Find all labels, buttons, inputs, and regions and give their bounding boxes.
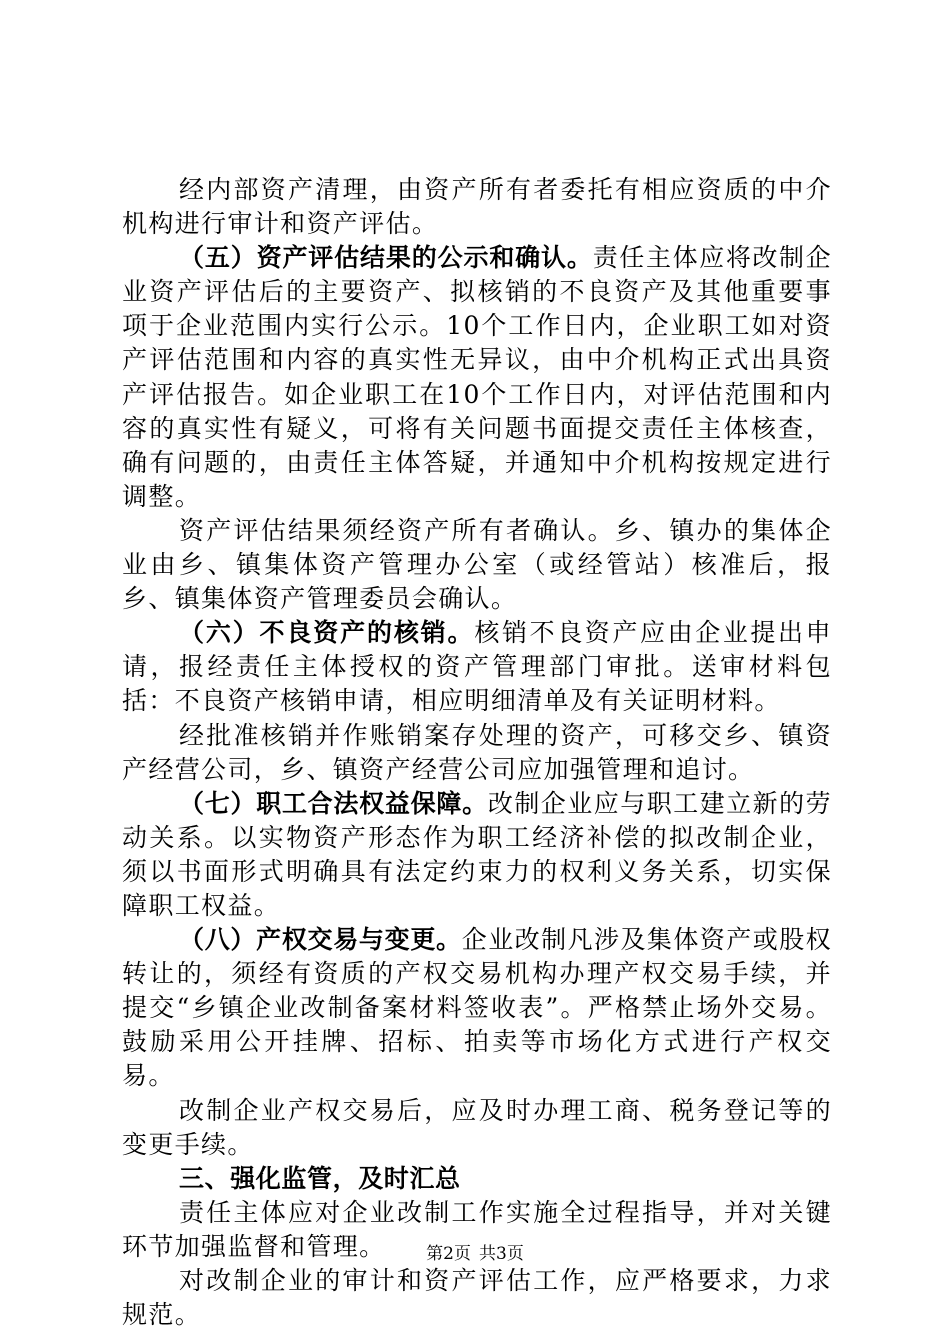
paragraph-audit-requirements [122,1264,832,1332]
page-number-current: 第2页 [426,1244,471,1264]
paragraph-text: 核销不良资产应由企业提出申请，报经责任主体授权的资产管理部门审批。送审材料包括：不良资产核销申请，相应明细清单及有关证明材料。 [122,618,832,716]
paragraph-text: 改制企业产权交易后，应及时办理工商、税务登记等的变更手续。 [122,1095,832,1159]
paragraph-text: 责任主体应对企业改制工作实施全过程指导，并对关键环节加强监督和管理。 [122,1197,832,1261]
paragraph-text: 对改制企业的审计和资产评估工作，应严格要求，力求规范。 [122,1266,832,1330]
paragraph-text: 责任主体应将改制企业资产评估后的主要资产、拟核销的不良资产及其他重要事项于企业范围内实行公示。10个工作日内，企业职工如对资产评估范围和内容的真实性无异议，由中介机构正式出具资产评估报告。如企业职工在10个工作日内，对评估范围和内容的真实性有疑义，可将有关问题书面提交责任主体核查，确有问题的，由责任主体答疑，并通知中介机构按规定进行调整。 [122,243,832,511]
paragraph-asset-audit [122,173,832,241]
paragraph-employee-rights [122,787,832,923]
paragraph-writeoff [122,616,832,718]
paragraph-text: 企业改制凡涉及集体资产或股权转让的，须经有资质的产权交易机构办理产权交易手续，并提交“乡镇企业改制备案材料签收表”。严格禁止场外交易。鼓励采用公开挂牌、招标、拍卖等市场化方式进行产权交易。 [122,925,832,1091]
paragraph-writeoff-transfer [122,719,832,787]
paragraph-lead-heading: （七）职工合法权益保障。 [179,788,488,818]
paragraph-text: 经内部资产清理，由资产所有者委托有相应资质的中介机构进行审计和资产评估。 [122,175,832,239]
paragraph-text: 经批准核销并作账销案存处理的资产，可移交乡、镇资产经营公司，乡、镇资产经营公司应加强管理和追讨。 [122,720,832,784]
document-body [122,173,832,1332]
paragraph-text: 资产评估结果须经资产所有者确认。乡、镇办的集体企业由乡、镇集体资产管理办公室（或经管站）核准后，报乡、镇集体资产管理委员会确认。 [122,515,832,614]
paragraph-registration-change [122,1094,832,1162]
paragraph-confirmation [122,514,832,616]
page-number-total: 共3页 [479,1244,524,1264]
section-heading: 三、强化监管，及时汇总 [179,1163,461,1193]
paragraph-lead-heading: （五）资产评估结果的公示和确认。 [179,243,593,273]
paragraph-publicity [122,241,832,514]
paragraph-property-transaction [122,923,832,1093]
paragraph-text: 改制企业应与职工建立新的劳动关系。以实物资产形态作为职工经济补偿的拟改制企业，须以书面形式明确具有法定约束力的权利义务关系，切实保障职工权益。 [122,788,832,920]
page-footer [0,1243,950,1265]
paragraph-lead-heading: （八）产权交易与变更。 [179,925,462,955]
paragraph-lead-heading: （六）不良资产的核销。 [179,618,475,648]
